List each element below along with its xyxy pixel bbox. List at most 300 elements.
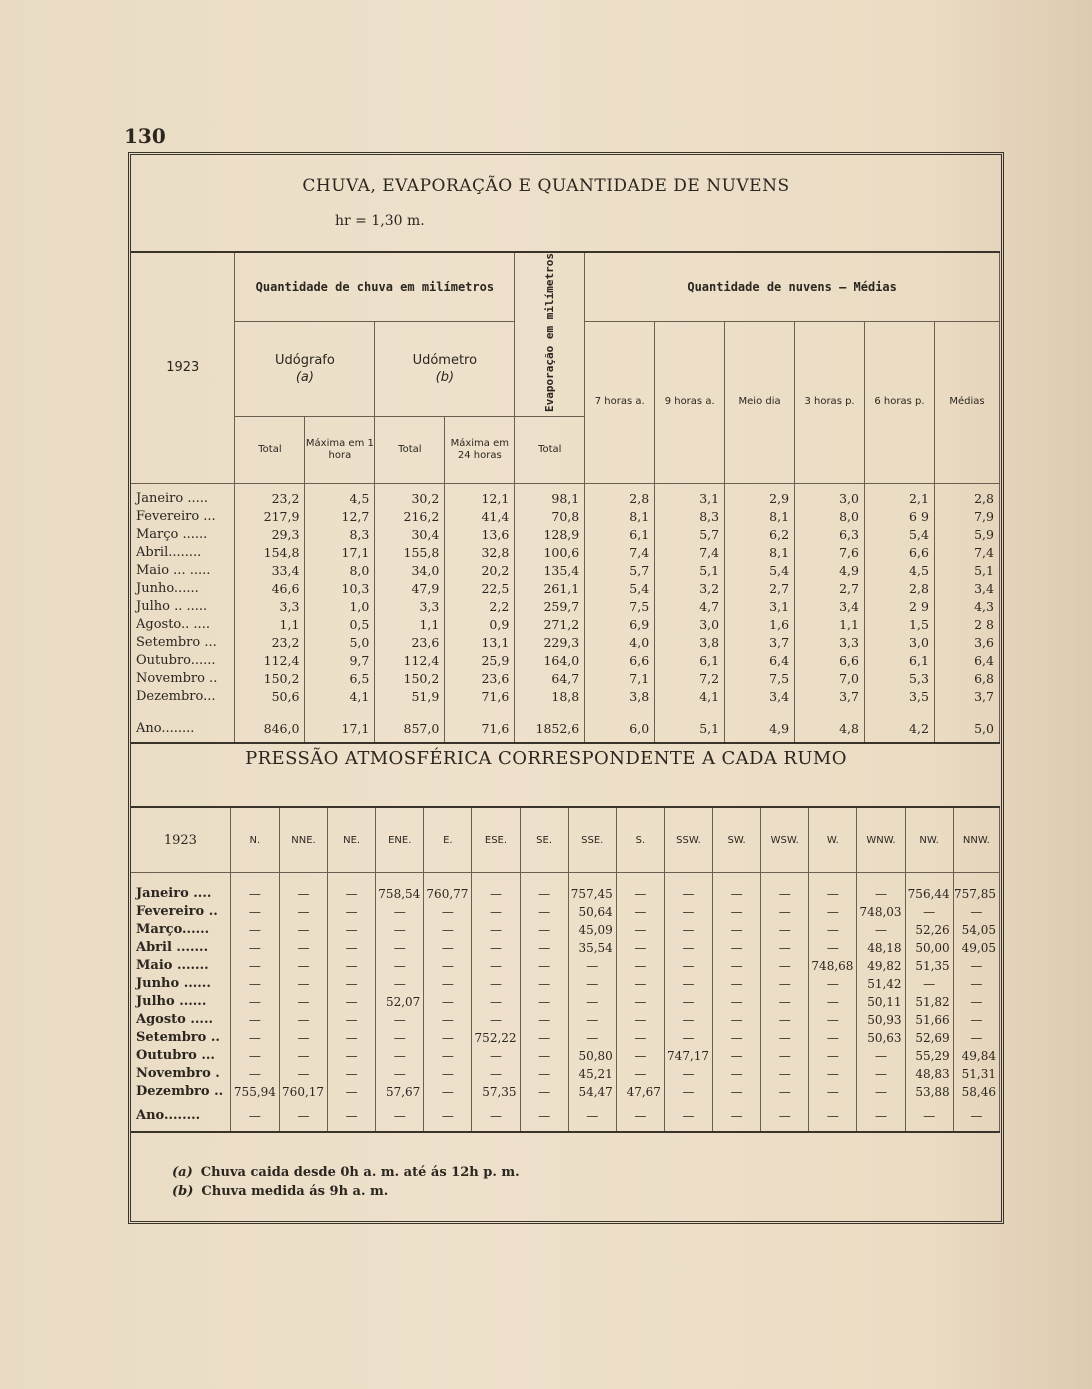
- data-cell: 1,1: [795, 616, 865, 634]
- data-cell: —: [279, 873, 327, 904]
- data-cell: —: [520, 993, 568, 1011]
- data-cell: 5,3: [865, 670, 935, 688]
- data-cell: 3,0: [795, 483, 865, 508]
- data-cell: 34,0: [375, 562, 445, 580]
- month-label: Maio .......: [131, 957, 230, 975]
- data-cell: —: [472, 1065, 520, 1083]
- data-cell: —: [376, 1065, 424, 1083]
- footnote-a-text: Chuva caida desde 0h a. m. até ás 12h p. m.: [200, 1165, 520, 1180]
- data-cell: —: [616, 1029, 664, 1047]
- direction-header: NNW.: [953, 807, 999, 873]
- table-row: [131, 1047, 1000, 1065]
- month-label: Novembro .: [131, 1065, 230, 1083]
- data-cell: —: [520, 1029, 568, 1047]
- data-cell: —: [761, 993, 809, 1011]
- data-cell: —: [424, 1047, 472, 1065]
- data-cell: 6 9: [865, 508, 935, 526]
- data-cell: —: [424, 993, 472, 1011]
- data-cell: 51,31: [953, 1065, 999, 1083]
- data-cell: —: [230, 873, 279, 904]
- data-cell: 6,3: [795, 526, 865, 544]
- table-row: [131, 1029, 1000, 1047]
- data-cell: —: [761, 1011, 809, 1029]
- data-cell: 3,7: [725, 634, 795, 652]
- total-cell: 4,8: [795, 720, 865, 743]
- data-cell: —: [424, 975, 472, 993]
- clouds-6h-header: 6 horas p.: [865, 322, 935, 484]
- data-cell: 57,67: [376, 1083, 424, 1101]
- data-cell: 7,5: [725, 670, 795, 688]
- data-cell: —: [857, 921, 905, 939]
- data-cell: 35,54: [568, 939, 616, 957]
- data-cell: —: [328, 1047, 376, 1065]
- data-cell: 9,7: [305, 652, 375, 670]
- data-cell: 2,8: [865, 580, 935, 598]
- data-cell: 23,2: [235, 634, 305, 652]
- table-row: [131, 526, 1000, 544]
- data-cell: —: [424, 921, 472, 939]
- data-cell: 7,1: [585, 670, 655, 688]
- data-cell: —: [230, 957, 279, 975]
- data-cell: 3,2: [655, 580, 725, 598]
- data-cell: —: [328, 1029, 376, 1047]
- data-cell: —: [568, 1011, 616, 1029]
- data-cell: —: [230, 903, 279, 921]
- data-cell: 6,1: [585, 526, 655, 544]
- clouds-noon-header: Meio dia: [725, 322, 795, 484]
- data-cell: 2,7: [795, 580, 865, 598]
- data-cell: —: [713, 1065, 761, 1083]
- data-cell: —: [809, 1083, 857, 1101]
- data-cell: 12,1: [445, 483, 515, 508]
- data-cell: 3,4: [795, 598, 865, 616]
- data-cell: —: [328, 975, 376, 993]
- evaporation-header: [515, 252, 585, 416]
- data-cell: —: [520, 1083, 568, 1101]
- month-label: Junho......: [131, 580, 235, 598]
- direction-header: SE.: [520, 807, 568, 873]
- data-cell: 128,9: [515, 526, 585, 544]
- data-cell: 5,1: [655, 562, 725, 580]
- data-cell: 2,8: [934, 483, 999, 508]
- data-cell: 752,22: [472, 1029, 520, 1047]
- data-cell: —: [809, 903, 857, 921]
- data-cell: —: [328, 1011, 376, 1029]
- data-cell: 48,18: [857, 939, 905, 957]
- data-cell: 2,8: [585, 483, 655, 508]
- month-label: Janeiro .....: [131, 483, 235, 508]
- direction-header: E.: [424, 807, 472, 873]
- data-cell: 748,68: [809, 957, 857, 975]
- data-cell: —: [472, 975, 520, 993]
- total-cell: —: [809, 1107, 857, 1132]
- clouds-9h-header: 9 horas a.: [655, 322, 725, 484]
- data-cell: —: [230, 921, 279, 939]
- data-cell: 0,9: [445, 616, 515, 634]
- data-cell: 6,6: [585, 652, 655, 670]
- month-label: Julho .. .....: [131, 598, 235, 616]
- data-cell: 3,1: [655, 483, 725, 508]
- data-cell: 8,0: [305, 562, 375, 580]
- data-cell: 135,4: [515, 562, 585, 580]
- data-cell: 3,3: [375, 598, 445, 616]
- data-cell: 51,35: [905, 957, 953, 975]
- data-cell: 29,3: [235, 526, 305, 544]
- data-cell: 164,0: [515, 652, 585, 670]
- data-cell: 3,7: [934, 688, 999, 706]
- data-cell: 760,77: [424, 873, 472, 904]
- month-label: Abril........: [131, 544, 235, 562]
- data-cell: —: [472, 921, 520, 939]
- clouds-means-header: Médias: [934, 322, 999, 484]
- data-cell: 54,05: [953, 921, 999, 939]
- data-cell: —: [761, 903, 809, 921]
- data-cell: —: [279, 1065, 327, 1083]
- data-cell: 13,6: [445, 526, 515, 544]
- data-cell: 51,66: [905, 1011, 953, 1029]
- total-cell: 857,0: [375, 720, 445, 743]
- data-cell: 50,6: [235, 688, 305, 706]
- data-cell: —: [761, 873, 809, 904]
- data-cell: 229,3: [515, 634, 585, 652]
- data-cell: —: [328, 957, 376, 975]
- data-cell: —: [664, 1029, 712, 1047]
- data-cell: —: [953, 957, 999, 975]
- data-cell: —: [953, 1011, 999, 1029]
- data-cell: 3,8: [655, 634, 725, 652]
- data-cell: —: [328, 903, 376, 921]
- data-cell: 70,8: [515, 508, 585, 526]
- data-cell: 45,09: [568, 921, 616, 939]
- data-cell: —: [761, 1083, 809, 1101]
- data-cell: —: [376, 1029, 424, 1047]
- data-cell: —: [520, 903, 568, 921]
- data-cell: —: [857, 1047, 905, 1065]
- data-cell: —: [568, 1029, 616, 1047]
- data-cell: 2 8: [934, 616, 999, 634]
- data-cell: 47,67: [616, 1083, 664, 1101]
- data-cell: —: [279, 921, 327, 939]
- table-row: [131, 616, 1000, 634]
- month-label: Setembro ..: [131, 1029, 230, 1047]
- data-cell: 5,1: [934, 562, 999, 580]
- data-cell: 30,4: [375, 526, 445, 544]
- direction-header: NNE.: [279, 807, 327, 873]
- data-cell: —: [376, 921, 424, 939]
- data-cell: 7,0: [795, 670, 865, 688]
- data-cell: 6,9: [585, 616, 655, 634]
- data-cell: —: [328, 1065, 376, 1083]
- udometro-total-header: Total: [375, 416, 445, 483]
- data-cell: 155,8: [375, 544, 445, 562]
- data-cell: —: [664, 993, 712, 1011]
- direction-header: NW.: [905, 807, 953, 873]
- data-cell: 23,6: [445, 670, 515, 688]
- data-cell: —: [279, 939, 327, 957]
- data-cell: —: [472, 957, 520, 975]
- data-cell: 5,4: [725, 562, 795, 580]
- data-cell: 0,5: [305, 616, 375, 634]
- data-cell: —: [953, 975, 999, 993]
- data-cell: 45,21: [568, 1065, 616, 1083]
- page-number: 130: [124, 124, 166, 148]
- data-cell: —: [713, 1011, 761, 1029]
- data-cell: 154,8: [235, 544, 305, 562]
- data-cell: 5,4: [865, 526, 935, 544]
- data-cell: —: [761, 957, 809, 975]
- data-cell: —: [472, 993, 520, 1011]
- data-cell: 52,26: [905, 921, 953, 939]
- data-cell: 6,4: [725, 652, 795, 670]
- data-cell: 58,46: [953, 1083, 999, 1101]
- direction-header: N.: [230, 807, 279, 873]
- table-row: [131, 688, 1000, 706]
- data-cell: —: [713, 993, 761, 1011]
- data-cell: 6,4: [934, 652, 999, 670]
- data-cell: —: [376, 939, 424, 957]
- evaporation-label: Evaporação em milímetros: [543, 253, 557, 412]
- total-cell: 1852,6: [515, 720, 585, 743]
- data-cell: —: [616, 1011, 664, 1029]
- data-cell: —: [713, 939, 761, 957]
- data-cell: —: [857, 1065, 905, 1083]
- data-cell: 1,1: [235, 616, 305, 634]
- data-cell: —: [376, 957, 424, 975]
- data-cell: —: [761, 1029, 809, 1047]
- udometro-note: (b): [435, 369, 455, 385]
- data-cell: —: [230, 975, 279, 993]
- data-cell: 50,11: [857, 993, 905, 1011]
- data-cell: —: [616, 957, 664, 975]
- pressure-year-header: 1923: [131, 807, 230, 873]
- data-cell: —: [472, 873, 520, 904]
- pressure-table: [131, 806, 1000, 1133]
- data-cell: 33,4: [235, 562, 305, 580]
- data-cell: 4,1: [305, 688, 375, 706]
- direction-header: ENE.: [376, 807, 424, 873]
- data-cell: —: [664, 1083, 712, 1101]
- data-cell: —: [376, 1011, 424, 1029]
- data-cell: —: [568, 975, 616, 993]
- direction-header: S.: [616, 807, 664, 873]
- data-cell: —: [664, 939, 712, 957]
- data-cell: 32,8: [445, 544, 515, 562]
- data-cell: —: [279, 903, 327, 921]
- footnote-b: [172, 1182, 520, 1201]
- data-cell: 2,2: [445, 598, 515, 616]
- data-cell: 758,54: [376, 873, 424, 904]
- data-cell: 4,5: [305, 483, 375, 508]
- data-cell: —: [328, 939, 376, 957]
- direction-header: WSW.: [761, 807, 809, 873]
- data-cell: —: [664, 1011, 712, 1029]
- data-cell: 50,00: [905, 939, 953, 957]
- month-label: Fevereiro ..: [131, 903, 230, 921]
- month-label: Junho ......: [131, 975, 230, 993]
- data-cell: 760,17: [279, 1083, 327, 1101]
- total-cell: —: [953, 1107, 999, 1132]
- data-cell: 8,3: [655, 508, 725, 526]
- data-cell: 51,42: [857, 975, 905, 993]
- direction-header: SSW.: [664, 807, 712, 873]
- data-cell: —: [761, 1047, 809, 1065]
- data-cell: 50,93: [857, 1011, 905, 1029]
- data-cell: —: [905, 975, 953, 993]
- data-cell: 2 9: [865, 598, 935, 616]
- table-row: [131, 873, 1000, 904]
- total-cell: —: [664, 1107, 712, 1132]
- data-cell: —: [761, 939, 809, 957]
- data-cell: 53,88: [905, 1083, 953, 1101]
- total-cell: —: [713, 1107, 761, 1132]
- data-cell: 57,35: [472, 1083, 520, 1101]
- data-cell: —: [616, 975, 664, 993]
- data-cell: 48,83: [905, 1065, 953, 1083]
- month-label: Outubro ...: [131, 1047, 230, 1065]
- data-cell: 112,4: [235, 652, 305, 670]
- data-cell: —: [713, 921, 761, 939]
- rain-group-header: Quantidade de chuva em milímetros: [235, 252, 515, 322]
- data-cell: 50,64: [568, 903, 616, 921]
- total-row: [131, 720, 1000, 743]
- data-cell: 7,4: [655, 544, 725, 562]
- data-cell: 50,63: [857, 1029, 905, 1047]
- data-cell: 2,7: [725, 580, 795, 598]
- total-cell: —: [857, 1107, 905, 1132]
- data-cell: 1,5: [865, 616, 935, 634]
- data-cell: —: [809, 1011, 857, 1029]
- data-cell: —: [424, 1083, 472, 1101]
- data-cell: —: [664, 975, 712, 993]
- data-cell: 5,0: [305, 634, 375, 652]
- data-cell: 13,1: [445, 634, 515, 652]
- data-cell: —: [809, 921, 857, 939]
- total-row: [131, 1107, 1000, 1132]
- data-cell: 100,6: [515, 544, 585, 562]
- footnote-a-mark: (a): [172, 1165, 193, 1180]
- data-cell: —: [520, 957, 568, 975]
- data-cell: 49,82: [857, 957, 905, 975]
- data-cell: 3,3: [795, 634, 865, 652]
- data-cell: 747,17: [664, 1047, 712, 1065]
- data-cell: 98,1: [515, 483, 585, 508]
- total-cell: 5,1: [655, 720, 725, 743]
- data-cell: 4,9: [795, 562, 865, 580]
- footnote-b-text: Chuva medida ás 9h a. m.: [201, 1184, 389, 1199]
- data-cell: —: [761, 1065, 809, 1083]
- spacer-cell: [725, 706, 795, 720]
- data-cell: —: [424, 1065, 472, 1083]
- data-cell: 8,1: [725, 544, 795, 562]
- total-cell: —: [905, 1107, 953, 1132]
- table-row: [131, 1011, 1000, 1029]
- data-cell: 5,7: [655, 526, 725, 544]
- data-cell: 20,2: [445, 562, 515, 580]
- data-cell: 17,1: [305, 544, 375, 562]
- data-cell: 3,0: [655, 616, 725, 634]
- direction-header: SW.: [713, 807, 761, 873]
- table-row: [131, 939, 1000, 957]
- month-label: Agosto.. ....: [131, 616, 235, 634]
- month-label: Agosto .....: [131, 1011, 230, 1029]
- data-cell: —: [616, 993, 664, 1011]
- total-cell: 6,0: [585, 720, 655, 743]
- data-cell: 6,8: [934, 670, 999, 688]
- data-cell: 5,7: [585, 562, 655, 580]
- total-cell: —: [568, 1107, 616, 1132]
- data-cell: 64,7: [515, 670, 585, 688]
- data-cell: —: [279, 993, 327, 1011]
- footnote-b-mark: (b): [172, 1184, 194, 1199]
- clouds-group-header: Quantidade de nuvens — Médias: [585, 252, 1000, 322]
- udometro-header: [375, 322, 515, 417]
- month-label: Setembro ...: [131, 634, 235, 652]
- table-row: [131, 652, 1000, 670]
- data-cell: —: [520, 921, 568, 939]
- direction-header: NE.: [328, 807, 376, 873]
- total-cell: —: [616, 1107, 664, 1132]
- spacer-cell: [655, 706, 725, 720]
- total-cell: 846,0: [235, 720, 305, 743]
- month-label: Fevereiro ...: [131, 508, 235, 526]
- data-cell: —: [953, 903, 999, 921]
- data-cell: —: [857, 1083, 905, 1101]
- data-cell: 6,2: [725, 526, 795, 544]
- udografo-label: Udógrafo: [275, 352, 335, 368]
- data-cell: 216,2: [375, 508, 445, 526]
- data-cell: —: [472, 1011, 520, 1029]
- table-row: [131, 975, 1000, 993]
- data-cell: 756,44: [905, 873, 953, 904]
- data-cell: —: [424, 1029, 472, 1047]
- data-cell: 150,2: [235, 670, 305, 688]
- month-label: Março ......: [131, 526, 235, 544]
- data-cell: —: [713, 873, 761, 904]
- data-cell: 4,0: [585, 634, 655, 652]
- table-row: [131, 483, 1000, 508]
- data-cell: 49,84: [953, 1047, 999, 1065]
- data-cell: —: [953, 993, 999, 1011]
- udografo-note: (a): [295, 369, 314, 385]
- data-cell: 4,7: [655, 598, 725, 616]
- data-cell: —: [328, 921, 376, 939]
- data-cell: 4,1: [655, 688, 725, 706]
- clouds-7h-header: 7 horas a.: [585, 322, 655, 484]
- clouds-3h-header: 3 horas p.: [795, 322, 865, 484]
- data-cell: 757,85: [953, 873, 999, 904]
- table-row: [131, 1083, 1000, 1101]
- total-cell: —: [424, 1107, 472, 1132]
- data-cell: 7,4: [585, 544, 655, 562]
- data-cell: 757,45: [568, 873, 616, 904]
- data-cell: —: [520, 1047, 568, 1065]
- data-cell: 3,5: [865, 688, 935, 706]
- data-cell: 4,3: [934, 598, 999, 616]
- month-label: Janeiro ....: [131, 873, 230, 904]
- data-cell: —: [520, 1065, 568, 1083]
- total-cell: —: [279, 1107, 327, 1132]
- data-cell: 755,94: [230, 1083, 279, 1101]
- data-cell: —: [230, 1047, 279, 1065]
- table-row: [131, 508, 1000, 526]
- data-cell: —: [616, 903, 664, 921]
- udografo-max-header: Máxima em 1 hora: [305, 416, 375, 483]
- data-cell: —: [809, 975, 857, 993]
- table-row: [131, 544, 1000, 562]
- total-cell: 4,2: [865, 720, 935, 743]
- data-cell: 71,6: [445, 688, 515, 706]
- table-row: [131, 598, 1000, 616]
